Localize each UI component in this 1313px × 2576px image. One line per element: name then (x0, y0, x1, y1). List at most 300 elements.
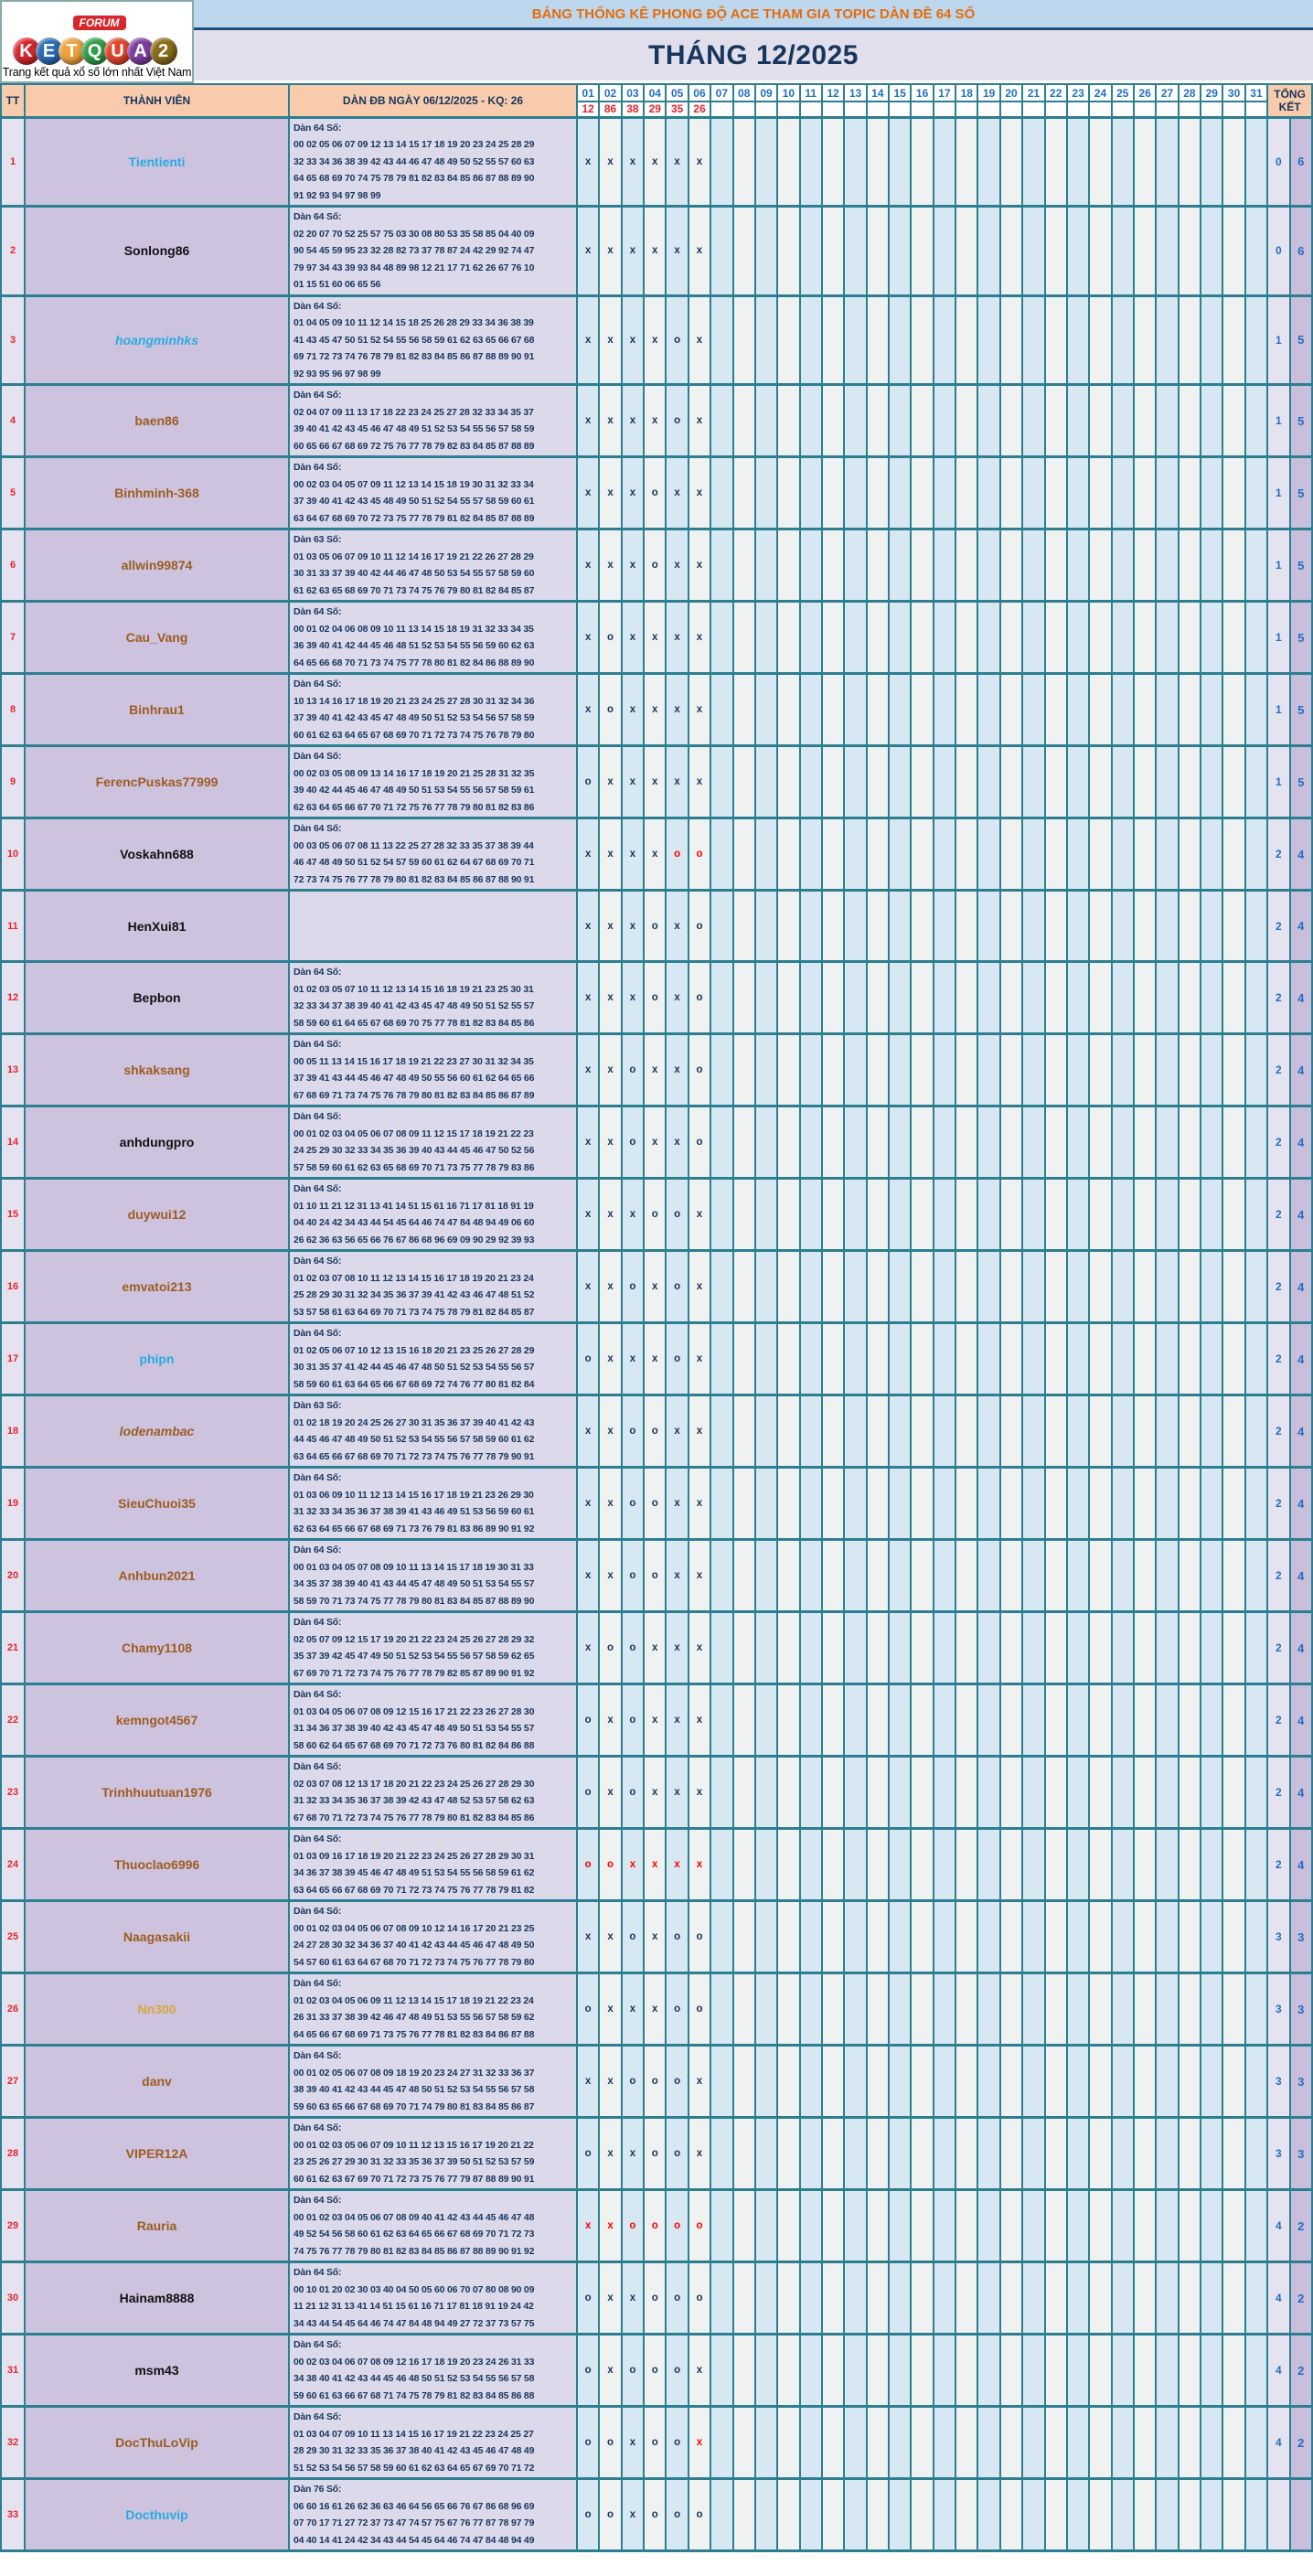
day-mark-cell-20 (1000, 746, 1022, 818)
day-mark-cell-18 (955, 1323, 977, 1395)
member-name-cell (25, 674, 289, 746)
day-mark-cell-06: o (689, 1901, 710, 1973)
member-name-cell (25, 1395, 289, 1468)
day-mark-cell-03: x (622, 2479, 644, 2551)
day-mark-cell-18 (955, 746, 977, 818)
day-mark-cell-01: x (577, 1395, 599, 1468)
col-header-day-12: 12 (822, 84, 844, 102)
day-mark-cell-26 (1134, 295, 1156, 385)
day-mark-cell-03: o (622, 2335, 644, 2407)
day-mark-cell-16 (911, 1612, 933, 1684)
day-mark-cell-24 (1089, 1612, 1111, 1684)
day-mark-cell-04: x (644, 1901, 666, 1973)
day-mark-cell-07 (710, 1829, 732, 1901)
day-mark-cell-07 (710, 1901, 732, 1973)
day-mark-cell-17 (934, 295, 955, 385)
member-name: Binhminh-368 (114, 486, 199, 500)
row-number: 29 (1, 2190, 25, 2262)
total-score-cell: 2 (1290, 2407, 1313, 2479)
day-mark-cell-22 (1045, 2118, 1067, 2190)
day-mark-cell-05: x (666, 1106, 688, 1179)
day-mark-cell-12 (822, 529, 844, 602)
dan-numbers-line: 10 13 14 16 17 18 19 20 21 23 24 25 27 28 30 31 32 34 36 (294, 695, 535, 707)
day-mark-cell-02: x (599, 2046, 621, 2118)
day-mark-cell-22 (1045, 1829, 1067, 1901)
day-mark-cell-12 (822, 1179, 844, 1251)
day-mark-cell-08 (733, 674, 755, 746)
day-mark-cell-26 (1134, 2479, 1156, 2551)
day-mark-cell-10 (777, 1106, 799, 1179)
day-mark-cell-07 (710, 2335, 732, 2407)
day-mark-cell-02: x (599, 2335, 621, 2407)
day-mark-cell-25 (1112, 891, 1134, 962)
day-mark-cell-04: x (644, 1251, 666, 1323)
dan-numbers-line: 01 03 04 05 06 07 08 09 12 15 16 17 21 22 23 26 27 28 30 (294, 1705, 535, 1717)
day-mark-cell-11 (800, 1106, 822, 1179)
day-mark-cell-10 (777, 2262, 799, 2335)
row-number: 2 (1, 207, 25, 296)
dan-numbers-line: 41 43 45 47 50 51 52 54 55 56 58 59 61 62 63 65 66 67 68 (294, 334, 535, 346)
day-mark-cell-19 (977, 385, 999, 457)
day-mark-cell-17 (934, 1251, 955, 1323)
dan-numbers-line: 30 31 35 37 41 42 44 45 46 47 48 50 51 52 53 54 55 56 57 (294, 1362, 535, 1373)
day-mark-cell-07 (710, 891, 732, 962)
day-mark-cell-21 (1022, 1106, 1044, 1179)
dan-numbers-cell (289, 2118, 577, 2190)
day-mark-cell-10 (777, 117, 799, 207)
day-mark-cell-14 (867, 674, 889, 746)
day-mark-cell-17 (934, 602, 955, 674)
day-mark-cell-24 (1089, 1829, 1111, 1901)
kq-value-day-15 (889, 102, 911, 117)
kq-value-day-16 (911, 102, 933, 117)
day-mark-cell-23 (1067, 529, 1089, 602)
day-mark-cell-21 (1022, 1540, 1044, 1612)
dan-numbers-cell (289, 295, 577, 385)
member-name-cell (25, 1829, 289, 1901)
day-mark-cell-16 (911, 295, 933, 385)
kq-value-day-08 (733, 102, 755, 117)
day-mark-cell-22 (1045, 1612, 1067, 1684)
row-number: 7 (1, 602, 25, 674)
day-mark-cell-16 (911, 2118, 933, 2190)
day-mark-cell-08 (733, 818, 755, 891)
dan-numbers-line: 06 60 16 61 26 62 36 63 46 64 56 65 66 76 67 86 68 96 69 (294, 2500, 535, 2512)
day-mark-cell-28 (1179, 385, 1201, 457)
day-mark-cell-22 (1045, 295, 1067, 385)
day-mark-cell-30 (1222, 1684, 1244, 1757)
col-header-member: THÀNH VIÊN (25, 84, 289, 117)
day-mark-cell-06: x (689, 1468, 710, 1540)
day-mark-cell-13 (844, 1973, 866, 2046)
row-number: 16 (1, 1251, 25, 1323)
col-header-day-14: 14 (867, 84, 889, 102)
day-mark-cell-02: o (599, 674, 621, 746)
day-mark-cell-16 (911, 385, 933, 457)
day-mark-cell-27 (1156, 1034, 1178, 1106)
dan-numbers-line: 01 03 06 09 10 11 12 13 14 15 16 17 18 19 21 23 26 29 30 (294, 1489, 534, 1501)
day-mark-cell-13 (844, 295, 866, 385)
dan-numbers-cell (289, 1251, 577, 1323)
day-mark-cell-25 (1112, 746, 1134, 818)
day-mark-cell-12 (822, 1323, 844, 1395)
day-mark-cell-13 (844, 1612, 866, 1684)
day-mark-cell-19 (977, 1106, 999, 1179)
day-mark-cell-02: x (599, 1179, 621, 1251)
day-mark-cell-19 (977, 1251, 999, 1323)
day-mark-cell-27 (1156, 295, 1178, 385)
day-mark-cell-01: x (577, 385, 599, 457)
day-mark-cell-25 (1112, 2190, 1134, 2262)
day-mark-cell-24 (1089, 117, 1111, 207)
day-mark-cell-25 (1112, 2479, 1134, 2551)
day-mark-cell-02: x (599, 2118, 621, 2190)
day-mark-cell-04: x (644, 295, 666, 385)
member-name: Thuoclao6996 (113, 1857, 200, 1872)
day-mark-cell-28 (1179, 1684, 1201, 1757)
day-mark-cell-17 (934, 1323, 955, 1395)
day-mark-cell-16 (911, 529, 933, 602)
day-mark-cell-11 (800, 1323, 822, 1395)
day-mark-cell-10 (777, 1684, 799, 1757)
day-mark-cell-04: x (644, 1034, 666, 1106)
day-mark-cell-02: x (599, 746, 621, 818)
day-mark-cell-05: o (666, 2479, 688, 2551)
dan-numbers-cell (289, 1540, 577, 1612)
kq-value-day-26 (1134, 102, 1156, 117)
day-mark-cell-31 (1245, 2118, 1267, 2190)
day-mark-cell-25 (1112, 818, 1134, 891)
col-header-day-17: 17 (934, 84, 955, 102)
day-mark-cell-31 (1245, 962, 1267, 1034)
member-name-cell (25, 1757, 289, 1829)
day-mark-cell-04: x (644, 602, 666, 674)
day-mark-cell-26 (1134, 2335, 1156, 2407)
day-mark-cell-12 (822, 602, 844, 674)
day-mark-cell-02: x (599, 207, 621, 296)
day-mark-cell-18 (955, 674, 977, 746)
member-name-cell (25, 2479, 289, 2551)
member-row (1, 2118, 1312, 2190)
dan-numbers-cell (289, 2190, 577, 2262)
day-mark-cell-19 (977, 818, 999, 891)
dan-label: Dàn 76 Số: (294, 2484, 342, 2495)
day-mark-cell-22 (1045, 1468, 1067, 1540)
day-mark-cell-08 (733, 2335, 755, 2407)
day-mark-cell-21 (1022, 818, 1044, 891)
dan-label: Dàn 64 Số: (294, 211, 342, 222)
member-name-cell (25, 2118, 289, 2190)
col-header-day-09: 09 (755, 84, 777, 102)
day-mark-cell-13 (844, 2262, 866, 2335)
logo-letter: E (36, 37, 63, 65)
total-score-cell: 4 (1290, 1323, 1313, 1395)
member-row (1, 1395, 1312, 1468)
total-score-cell: 5 (1290, 529, 1313, 602)
total-wins-cell: 2 (1267, 1179, 1289, 1251)
day-mark-cell-04: o (644, 891, 666, 962)
day-mark-cell-20 (1000, 2335, 1022, 2407)
day-mark-cell-26 (1134, 1106, 1156, 1179)
day-mark-cell-06: x (689, 1829, 710, 1901)
day-mark-cell-27 (1156, 1829, 1178, 1901)
day-mark-cell-16 (911, 2046, 933, 2118)
day-mark-cell-25 (1112, 602, 1134, 674)
day-mark-cell-30 (1222, 457, 1244, 529)
day-mark-cell-10 (777, 2190, 799, 2262)
day-mark-cell-22 (1045, 1973, 1067, 2046)
day-mark-cell-21 (1022, 1395, 1044, 1468)
dan-label: Dàn 64 Số: (294, 2267, 342, 2278)
day-mark-cell-23 (1067, 891, 1089, 962)
day-mark-cell-14 (867, 2190, 889, 2262)
day-mark-cell-20 (1000, 1684, 1022, 1757)
total-wins-cell: 1 (1267, 385, 1289, 457)
dan-numbers-cell (289, 2046, 577, 2118)
member-name: Docthuvip (125, 2507, 188, 2522)
day-mark-cell-28 (1179, 1179, 1201, 1251)
day-mark-cell-22 (1045, 2190, 1067, 2262)
total-score-cell: 4 (1290, 1106, 1313, 1179)
day-mark-cell-18 (955, 1973, 977, 2046)
day-mark-cell-23 (1067, 1612, 1089, 1684)
row-number: 17 (1, 1323, 25, 1395)
day-mark-cell-16 (911, 818, 933, 891)
day-mark-cell-02: x (599, 962, 621, 1034)
col-header-total: TỔNG KẾT (1267, 84, 1312, 117)
day-mark-cell-24 (1089, 2407, 1111, 2479)
day-mark-cell-03: x (622, 1179, 644, 1251)
day-mark-cell-15 (889, 2190, 911, 2262)
day-mark-cell-04: x (644, 818, 666, 891)
day-mark-cell-22 (1045, 385, 1067, 457)
day-mark-cell-06: o (689, 891, 710, 962)
day-mark-cell-25 (1112, 2262, 1134, 2335)
day-mark-cell-08 (733, 1757, 755, 1829)
day-mark-cell-27 (1156, 117, 1178, 207)
day-mark-cell-06: o (689, 818, 710, 891)
dan-numbers-line: 34 43 44 54 45 64 46 74 47 84 48 94 49 27 72 37 73 57 75 (294, 2317, 535, 2329)
day-mark-cell-01: x (577, 1106, 599, 1179)
day-mark-cell-28 (1179, 1323, 1201, 1395)
dan-numbers-cell (289, 1468, 577, 1540)
day-mark-cell-06: o (689, 2479, 710, 2551)
day-mark-cell-11 (800, 2190, 822, 2262)
dan-label: Dàn 64 Số: (294, 1545, 342, 1555)
day-mark-cell-05: o (666, 295, 688, 385)
day-mark-cell-26 (1134, 1901, 1156, 1973)
member-name: msm43 (134, 2363, 179, 2378)
day-mark-cell-12 (822, 1251, 844, 1323)
day-mark-cell-28 (1179, 529, 1201, 602)
day-mark-cell-17 (934, 207, 955, 296)
dan-numbers-line: 58 59 60 61 63 64 65 66 67 68 69 72 74 76 77 80 81 82 84 (294, 1378, 535, 1390)
day-mark-cell-27 (1156, 1540, 1178, 1612)
day-mark-cell-29 (1201, 1973, 1222, 2046)
day-mark-cell-02: o (599, 1612, 621, 1684)
day-mark-cell-06: x (689, 1251, 710, 1323)
day-mark-cell-21 (1022, 2262, 1044, 2335)
dan-numbers-line: 00 03 05 06 07 08 11 13 22 25 27 28 32 33 35 37 38 39 44 (294, 839, 534, 851)
day-mark-cell-24 (1089, 1973, 1111, 2046)
day-mark-cell-23 (1067, 1106, 1089, 1179)
day-mark-cell-11 (800, 1757, 822, 1829)
day-mark-cell-28 (1179, 962, 1201, 1034)
day-mark-cell-03: x (622, 2118, 644, 2190)
day-mark-cell-31 (1245, 2046, 1267, 2118)
day-mark-cell-16 (911, 1757, 933, 1829)
day-mark-cell-29 (1201, 962, 1222, 1034)
day-mark-cell-04: o (644, 2262, 666, 2335)
day-mark-cell-04: x (644, 1829, 666, 1901)
day-mark-cell-15 (889, 2335, 911, 2407)
col-header-day-24: 24 (1089, 84, 1111, 102)
dan-numbers-line: 62 63 64 65 66 67 70 71 72 75 76 77 78 79 80 81 82 83 86 (294, 801, 535, 813)
day-mark-cell-01: o (577, 1829, 599, 1901)
day-mark-cell-28 (1179, 674, 1201, 746)
row-number: 33 (1, 2479, 25, 2551)
day-mark-cell-06: x (689, 602, 710, 674)
member-name-cell (25, 818, 289, 891)
day-mark-cell-03: x (622, 207, 644, 296)
total-wins-cell: 1 (1267, 602, 1289, 674)
day-mark-cell-16 (911, 2190, 933, 2262)
day-mark-cell-26 (1134, 457, 1156, 529)
total-wins-cell: 3 (1267, 2118, 1289, 2190)
day-mark-cell-12 (822, 1757, 844, 1829)
day-mark-cell-25 (1112, 1468, 1134, 1540)
day-mark-cell-28 (1179, 2262, 1201, 2335)
day-mark-cell-27 (1156, 1395, 1178, 1468)
day-mark-cell-15 (889, 1395, 911, 1468)
day-mark-cell-28 (1179, 1612, 1201, 1684)
day-mark-cell-31 (1245, 295, 1267, 385)
day-mark-cell-25 (1112, 117, 1134, 207)
day-mark-cell-28 (1179, 295, 1201, 385)
total-wins-cell: 2 (1267, 1540, 1289, 1612)
day-mark-cell-26 (1134, 117, 1156, 207)
day-mark-cell-25 (1112, 385, 1134, 457)
day-mark-cell-04: x (644, 207, 666, 296)
day-mark-cell-08 (733, 1034, 755, 1106)
day-mark-cell-26 (1134, 1829, 1156, 1901)
day-mark-cell-01: x (577, 207, 599, 296)
day-mark-cell-15 (889, 207, 911, 296)
day-mark-cell-19 (977, 1829, 999, 1901)
day-mark-cell-16 (911, 674, 933, 746)
day-mark-cell-16 (911, 891, 933, 962)
day-mark-cell-31 (1245, 2262, 1267, 2335)
day-mark-cell-14 (867, 1684, 889, 1757)
member-name: shkaksang (123, 1063, 190, 1077)
day-mark-cell-26 (1134, 2046, 1156, 2118)
day-mark-cell-24 (1089, 602, 1111, 674)
day-mark-cell-14 (867, 2407, 889, 2479)
member-row (1, 2479, 1312, 2551)
day-mark-cell-30 (1222, 529, 1244, 602)
day-mark-cell-13 (844, 818, 866, 891)
day-mark-cell-04: o (644, 2335, 666, 2407)
day-mark-cell-15 (889, 1034, 911, 1106)
dan-numbers-cell (289, 1034, 577, 1106)
row-number: 3 (1, 295, 25, 385)
day-mark-cell-03: x (622, 818, 644, 891)
day-mark-cell-10 (777, 674, 799, 746)
day-mark-cell-22 (1045, 1106, 1067, 1179)
day-mark-cell-10 (777, 529, 799, 602)
day-mark-cell-14 (867, 2262, 889, 2335)
dan-numbers-line: 01 03 09 16 17 18 19 20 21 22 23 24 25 26 27 28 29 30 31 (294, 1850, 535, 1862)
day-mark-cell-26 (1134, 1251, 1156, 1323)
total-wins-cell: 4 (1267, 2407, 1289, 2479)
day-mark-cell-10 (777, 385, 799, 457)
kq-value-day-29 (1201, 102, 1222, 117)
day-mark-cell-15 (889, 529, 911, 602)
day-mark-cell-24 (1089, 1684, 1111, 1757)
kq-value-day-10 (777, 102, 799, 117)
dan-numbers-cell (289, 457, 577, 529)
day-mark-cell-20 (1000, 818, 1022, 891)
dan-numbers-line: 44 45 46 47 48 49 50 51 52 53 54 55 56 57 58 59 60 61 62 (294, 1434, 535, 1445)
day-mark-cell-03: x (622, 602, 644, 674)
day-mark-cell-15 (889, 457, 911, 529)
day-mark-cell-21 (1022, 1973, 1044, 2046)
day-mark-cell-22 (1045, 1684, 1067, 1757)
day-mark-cell-08 (733, 962, 755, 1034)
day-mark-cell-03: o (622, 1251, 644, 1323)
row-number: 8 (1, 674, 25, 746)
day-mark-cell-14 (867, 1540, 889, 1612)
day-mark-cell-20 (1000, 1829, 1022, 1901)
day-mark-cell-17 (934, 1684, 955, 1757)
day-mark-cell-30 (1222, 1540, 1244, 1612)
day-mark-cell-21 (1022, 1468, 1044, 1540)
day-mark-cell-01: x (577, 962, 599, 1034)
day-mark-cell-05: x (666, 1540, 688, 1612)
day-mark-cell-26 (1134, 529, 1156, 602)
member-name-cell (25, 1106, 289, 1179)
day-mark-cell-01: x (577, 529, 599, 602)
day-mark-cell-09 (755, 818, 777, 891)
dan-numbers-cell (289, 1901, 577, 1973)
day-mark-cell-05: x (666, 1829, 688, 1901)
day-mark-cell-31 (1245, 1757, 1267, 1829)
day-mark-cell-26 (1134, 207, 1156, 296)
day-mark-cell-09 (755, 1612, 777, 1684)
day-mark-cell-30 (1222, 2479, 1244, 2551)
day-mark-cell-24 (1089, 1468, 1111, 1540)
day-mark-cell-05: x (666, 457, 688, 529)
day-mark-cell-07 (710, 2190, 732, 2262)
day-mark-cell-19 (977, 2479, 999, 2551)
day-mark-cell-15 (889, 1106, 911, 1179)
day-mark-cell-13 (844, 1179, 866, 1251)
member-name-cell (25, 1034, 289, 1106)
day-mark-cell-09 (755, 2190, 777, 2262)
day-mark-cell-21 (1022, 2479, 1044, 2551)
day-mark-cell-23 (1067, 2479, 1089, 2551)
day-mark-cell-03: x (622, 529, 644, 602)
member-name-cell (25, 2046, 289, 2118)
member-row (1, 1106, 1312, 1179)
dan-numbers-line: 00 01 02 03 04 05 06 07 08 09 11 12 15 17 18 19 21 22 23 (294, 1128, 534, 1139)
day-mark-cell-05: o (666, 2407, 688, 2479)
day-mark-cell-23 (1067, 117, 1089, 207)
day-mark-cell-10 (777, 891, 799, 962)
day-mark-cell-27 (1156, 2046, 1178, 2118)
dan-label: Dàn 64 Số: (294, 462, 342, 473)
day-mark-cell-11 (800, 602, 822, 674)
